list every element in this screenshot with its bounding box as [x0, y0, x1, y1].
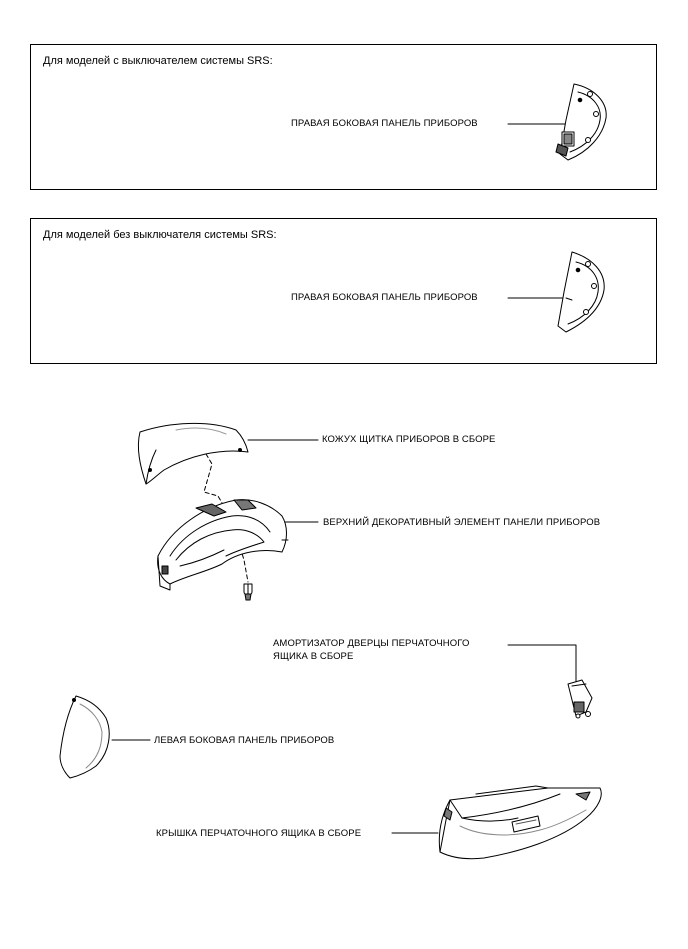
box-title: Для моделей без выключателя системы SRS: — [43, 229, 277, 241]
left-side-panel-drawing — [60, 696, 150, 778]
screw-drawing — [244, 584, 252, 600]
glovebox-drawing — [392, 786, 601, 859]
glovebox-damper-drawing — [508, 645, 592, 718]
damper-label-line1: АМОРТИЗАТОР ДВЕРЦЫ ПЕРЧАТОЧНОГО — [273, 638, 470, 649]
instrument-cluster-cover-drawing — [138, 423, 318, 484]
glovebox-label: КРЫШКА ПЕРЧАТОЧНОГО ЯЩИКА В СБОРЕ — [156, 828, 362, 839]
right-side-panel-label: ПРАВАЯ БОКОВАЯ ПАНЕЛЬ ПРИБОРОВ — [291, 292, 478, 303]
box-title: Для моделей с выключателем системы SRS: — [43, 55, 273, 67]
damper-label-line2: ЯЩИКА В СБОРЕ — [273, 651, 354, 662]
upper-trim-drawing — [158, 500, 318, 590]
left-side-panel-label: ЛЕВАЯ БОКОВАЯ ПАНЕЛЬ ПРИБОРОВ — [154, 735, 335, 746]
right-side-panel-without-switch-drawing — [508, 252, 604, 332]
upper-trim-label: ВЕРХНИЙ ДЕКОРАТИВНЫЙ ЭЛЕМЕНТ ПАНЕЛИ ПРИБОРОВ — [323, 517, 601, 528]
right-side-panel-label: ПРАВАЯ БОКОВАЯ ПАНЕЛЬ ПРИБОРОВ — [291, 118, 478, 129]
cluster-cover-label: КОЖУХ ЩИТКА ПРИБОРОВ В СБОРЕ — [322, 434, 496, 445]
right-side-panel-with-switch-drawing — [508, 84, 606, 160]
